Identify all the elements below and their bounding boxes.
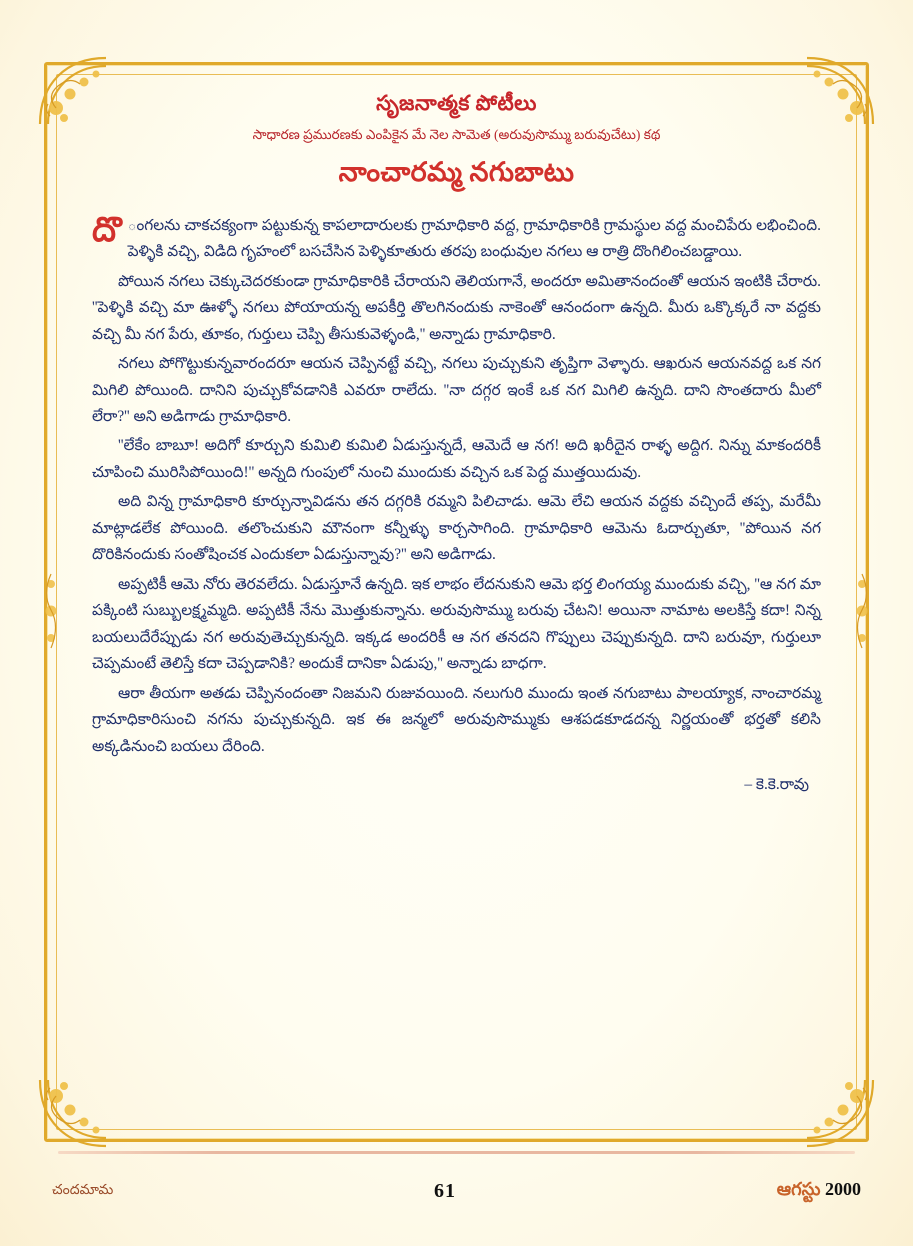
issue-month: ఆగస్టు: [776, 1178, 821, 1199]
page-number: 61: [434, 1179, 457, 1202]
footer-divider: [58, 1151, 855, 1154]
paragraph: [92, 433, 821, 486]
drop-cap: దొ: [92, 211, 122, 249]
magazine-name: చందమామ: [52, 1182, 114, 1198]
author-byline: – కె.కె.రావు: [744, 776, 809, 794]
paragraph-text: ంగలను చాకచక్యంగా పట్టుకున్న కాపలాదారులకు గ్రామాధికారి వద్ద, గ్రామాధికారికి గ్రామస్థుల వద్ద మంచిపేరు లభించింది. పెళ్ళికి వచ్చి, విడిది గృహంలో బసచేసిన పెళ్ళికూతురు తరపు బంధువుల నగలు ఆ రాత్రి దొంగిలించబడ్డాయి.: [127, 216, 821, 261]
paragraph: [92, 572, 821, 678]
paragraph: [92, 213, 821, 266]
paragraph: [92, 351, 821, 430]
paragraph-text: అది విన్న గ్రామాధికారి కూర్చున్నావిడను తన దగ్గరికి రమ్మని పిలిచాడు. ఆమె లేచి ఆయన వద్దకు వచ్చిందే తప్ప, మరేమీ మాట్లాడలేక పోయింది. తలొంచుకుని మౌనంగా కన్నీళ్ళు కార్చసాగింది. గ్రామాధికారి ఆమెను ఓదార్చుతూ, ''పోయిన నగ దొరికినందుకు సంతోషించక ఎందుకలా ఏడుస్తున్నావు?'' అని అడిగాడు.: [92, 493, 821, 564]
paragraph-text: పోయిన నగలు చెక్కుచెదరకుండా గ్రామాధికారికి చేరాయని తెలియగానే, అందరూ అమితానందంతో ఆయన ఇంటికి చేరారు. ''పెళ్ళికి వచ్చి మా ఊళ్ళో నగలు పోయాయన్న అపకీర్తి తొలగినందుకు నాకెంతో ఆనందంగా ఉన్నది. మీరు ఒక్కొక్కరే నా వద్దకు వచ్చి మీ నగ పేరు, తూకం, గుర్తులు చెప్పి తీసుకువెళ్ళండి,'' అన్నాడు గ్రామాధికారి.: [92, 272, 821, 343]
section-subkicker: సాధారణ ప్రమురణకు ఎంపికైన మే నెల సామెత (అరువుసొమ్ము బరువుచేటు) కథ: [252, 127, 661, 143]
issue-date: [777, 1179, 861, 1204]
paragraph-text: అప్పటికీ ఆమె నోరు తెరవలేదు. ఏడుస్తూనే ఉన్నది. ఇక లాభం లేదనుకుని ఆమె భర్త లింగయ్య ముందుకు వచ్చి, ''ఆ నగ మా పక్కింటి సుబ్బులక్ష్మమ్మది. అప్పటికీ నేను మొత్తుకున్నాను. అరువుసొమ్ము బరువు చేటని! అయినా నామాట అలకిస్తే కదా! నిన్న బయలుదేరేప్పుడు నగ అరువుతెచ్చుకున్నది. ఇక్కడ అందరికీ ఆ నగ తనదని గొప్పులు చెప్పుకున్నది. దాని బరువూ, గుర్తులూ చెప్పమంటే తెలిస్తే కదా చెప్పడానికి? అందుకే దానికా ఏడుపు,'' అన్నాడు బాధగా.: [92, 575, 821, 673]
paragraph-text: ''లేకేం బాబూ! అదిగో కూర్చుని కుమిలి కుమిలి ఏడుస్తున్నదే, ఆమెదే ఆ నగ! అది ఖరీదైన రాళ్ళ అద్దిగ. నిన్ను మాకందరికీ చూపించి మురిసిపోయింది!'' అన్నది గుంపులో నుంచి ముందుకు వచ్చిన ఒక పెద్ద ముత్తయిదువు.: [92, 437, 821, 481]
article-body: [92, 213, 821, 761]
paragraph: [92, 269, 821, 348]
issue-year: 2000: [824, 1178, 861, 1199]
page-footer: [52, 1174, 861, 1208]
paragraph: [92, 681, 821, 760]
paragraph-text: ఆరా తీయగా అతడు చెప్పినందంతా నిజమని రుజువయింది. నలుగురి ముందు ఇంత నగుబాటు పాలయ్యాక, నాంచారమ్మ గ్రామాధికారిసుంచి నగను పుచ్చుకున్నది. ఇక ఈ జన్మలో అరువుసొమ్ముకు ఆశపడకూడదన్న నిర్ణయంతో భర్తతో కలిసి అక్కడినుంచి బయలు దేరింది.: [92, 684, 821, 755]
paragraph-text: నగలు పోగొట్టుకున్నవారందరూ ఆయన చెప్పినట్టే వచ్చి, నగలు పుచ్చుకుని తృప్తిగా వెళ్ళారు. ఆఖరున ఆయనవద్ద ఒక నగ మిగిలి పోయింది. దానిని పుచ్చుకోవడానికి ఎవరూ రాలేదు. ''నా దగ్గర ఇంకే ఒక నగ మిగిలి ఉన్నది. దాని సొంతదారు మీలో లేరా?'' అని అడిగాడు గ్రామాధికారి.: [92, 355, 821, 425]
article-content: [92, 86, 821, 1116]
page-title: నాంచారమ్మ నగుబాటు: [338, 156, 575, 187]
paragraph: [92, 489, 821, 568]
section-kicker: సృజనాత్మక పోటీలు: [376, 91, 537, 115]
